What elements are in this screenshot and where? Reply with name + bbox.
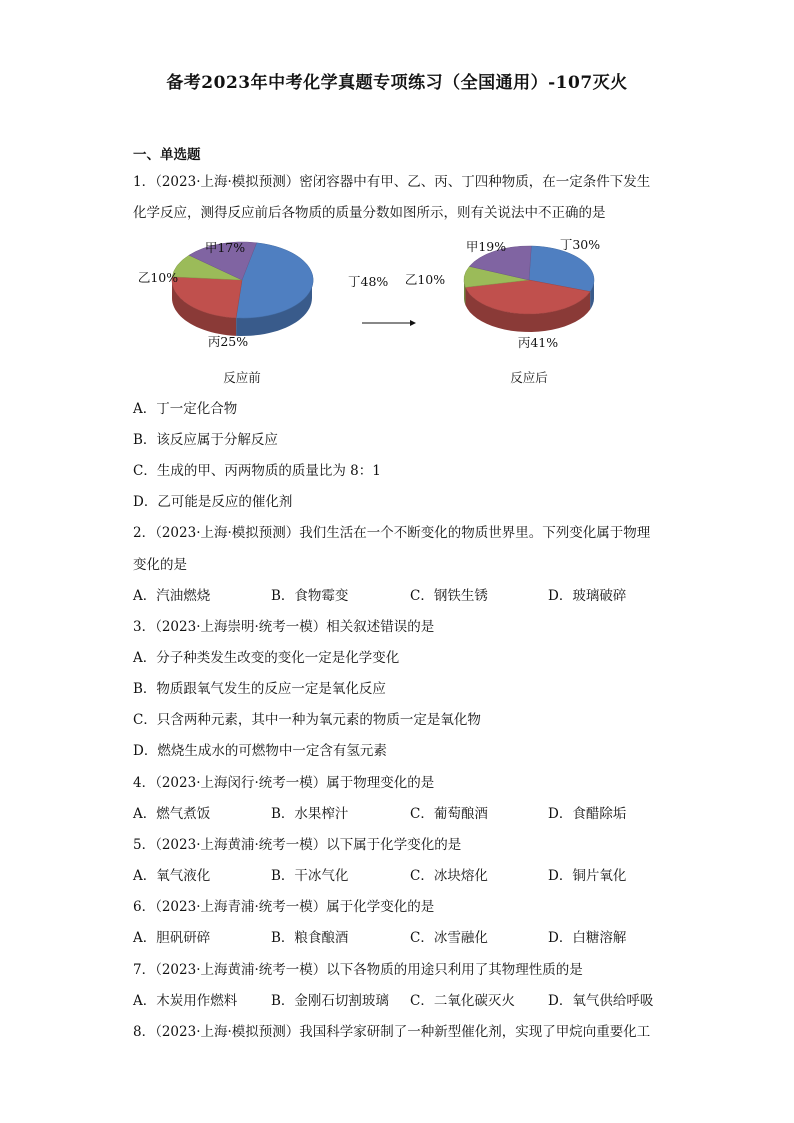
q6-option-a: A．胆矾研碎 bbox=[133, 930, 211, 946]
arrow bbox=[362, 320, 416, 326]
q5-option-b: B．干冰气化 bbox=[271, 868, 349, 884]
pie-chart-after bbox=[405, 237, 600, 350]
q2-option-d: D．玻璃破碎 bbox=[548, 588, 627, 604]
q5-option-d: D．铜片氧化 bbox=[548, 868, 627, 884]
pie-label-乙: 乙10% bbox=[137, 270, 179, 285]
pie-caption-before: 反应前 bbox=[223, 370, 261, 385]
question-5-line-1: 5．（2023·上海黄浦·统考一模）以下属于化学变化的是 bbox=[133, 837, 462, 853]
q6-option-d: D．白糖溶解 bbox=[548, 930, 627, 946]
question-3-line-1: 3．（2023·上海崇明·统考一模）相关叙述错误的是 bbox=[133, 619, 435, 635]
pie-chart-before bbox=[138, 240, 389, 349]
q1-option-b: B．该反应属于分解反应 bbox=[133, 432, 278, 448]
pie-label-甲: 甲19% bbox=[465, 239, 507, 254]
q7-option-a: A．木炭用作燃料 bbox=[133, 993, 238, 1009]
question-4-line-1: 4．（2023·上海闵行·统考一模）属于物理变化的是 bbox=[133, 775, 435, 791]
q4-option-a: A．燃气煮饭 bbox=[133, 806, 211, 822]
pie-label-甲: 甲17% bbox=[204, 240, 246, 255]
q3-option-c: C．只含两种元素，其中一种为氧元素的物质一定是氧化物 bbox=[133, 712, 481, 728]
q7-option-d: D．氧气供给呼吸 bbox=[548, 993, 654, 1009]
q3-option-b: B．物质跟氧气发生的反应一定是氧化反应 bbox=[133, 681, 386, 697]
pie-label-丙: 丙41% bbox=[517, 335, 559, 350]
q4-option-c: C．葡萄酿酒 bbox=[410, 806, 488, 822]
pie-label-乙: 乙10% bbox=[404, 272, 446, 287]
q4-option-d: D．食醋除垢 bbox=[548, 806, 627, 822]
q1-option-c: C．生成的甲、丙两物质的质量比为 8：1 bbox=[133, 463, 381, 479]
q3-option-a: A．分子种类发生改变的变化一定是化学变化 bbox=[133, 650, 400, 666]
question-1-line-1: 1．（2023·上海·模拟预测）密闭容器中有甲、乙、丙、丁四种物质，在一定条件下发生 bbox=[133, 174, 651, 190]
q4-option-b: B．水果榨汁 bbox=[271, 806, 349, 822]
question-2-line-2: 变化的是 bbox=[133, 557, 187, 573]
q2-option-c: C．钢铁生锈 bbox=[410, 588, 488, 604]
question-6-line-1: 6．（2023·上海青浦·统考一模）属于化学变化的是 bbox=[133, 899, 435, 915]
section-title: 一、单选题 bbox=[133, 147, 201, 163]
q6-option-b: B．粮食酿酒 bbox=[271, 930, 349, 946]
q5-option-a: A．氧气液化 bbox=[133, 868, 211, 884]
pie-label-丁: 丁48% bbox=[348, 274, 389, 289]
q3-option-d: D．燃烧生成水的可燃物中一定含有氢元素 bbox=[133, 743, 387, 759]
q2-option-a: A．汽油燃烧 bbox=[133, 588, 211, 604]
q2-option-b: B．食物霉变 bbox=[271, 588, 349, 604]
page-title: 备考2023年中考化学真题专项练习（全国通用）-107灭火 bbox=[166, 73, 628, 93]
q7-option-b: B．金刚石切割玻璃 bbox=[271, 993, 389, 1009]
pie-label-丙: 丙25% bbox=[207, 334, 249, 349]
q1-option-a: A．丁一定化合物 bbox=[133, 401, 238, 417]
question-2-line-1: 2．（2023·上海·模拟预测）我们生活在一个不断变化的物质世界里。下列变化属于物理 bbox=[133, 525, 651, 541]
question-8-line-1: 8．（2023·上海·模拟预测）我国科学家研制了一种新型催化剂，实现了甲烷向重要化工 bbox=[133, 1024, 651, 1040]
pie-charts-figure bbox=[120, 230, 620, 390]
q6-option-c: C．冰雪融化 bbox=[410, 930, 488, 946]
q7-option-c: C．二氧化碳灭火 bbox=[410, 993, 515, 1009]
q5-option-c: C．冰块熔化 bbox=[410, 868, 488, 884]
question-1-line-2: 化学反应，测得反应前后各物质的质量分数如图所示，则有关说法中不正确的是 bbox=[133, 205, 606, 221]
pie-label-丁: 丁30% bbox=[559, 237, 601, 252]
pie-caption-after: 反应后 bbox=[510, 370, 548, 385]
q1-option-d: D．乙可能是反应的催化剂 bbox=[133, 494, 293, 510]
question-7-line-1: 7．（2023·上海黄浦·统考一模）以下各物质的用途只利用了其物理性质的是 bbox=[133, 962, 583, 978]
